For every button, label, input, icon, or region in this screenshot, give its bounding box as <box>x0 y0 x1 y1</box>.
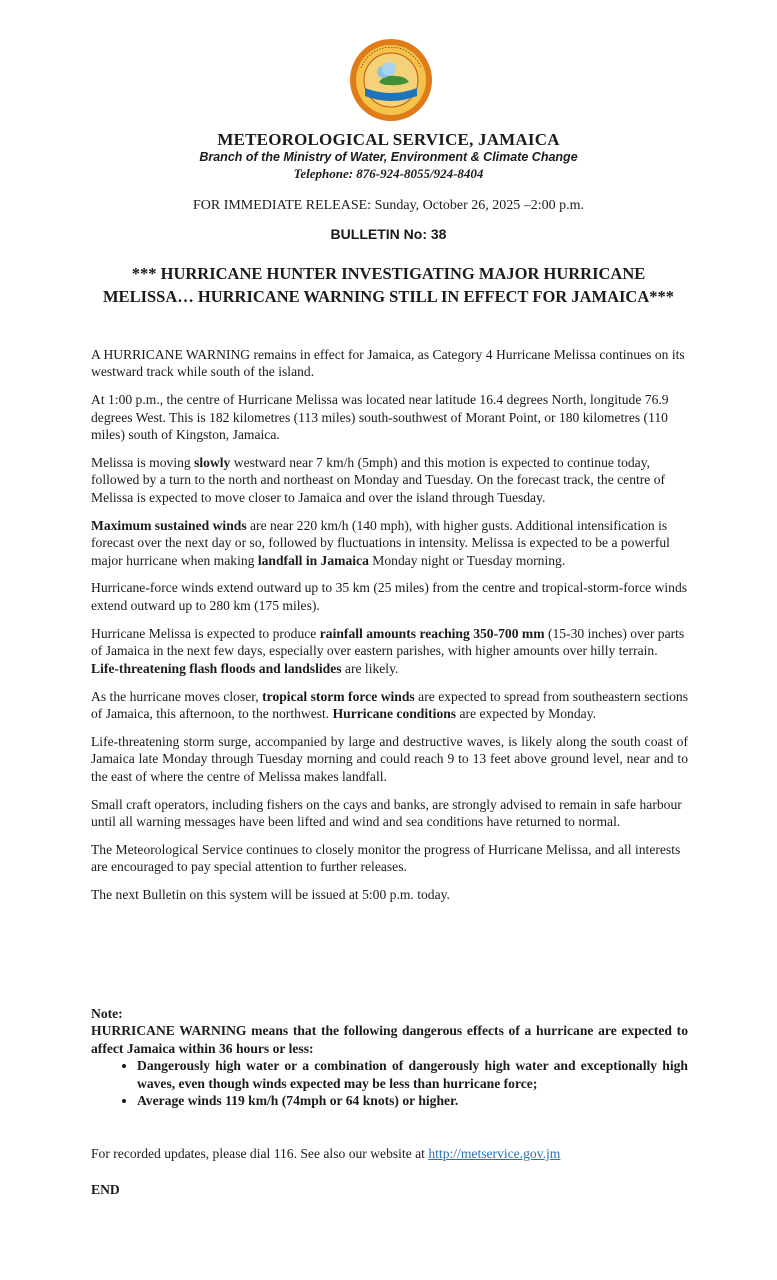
release-datetime: FOR IMMEDIATE RELEASE: Sunday, October 26, 2025 –2:00 p.m. <box>192 198 585 213</box>
paragraph-conditions: As the hurricane moves closer, tropical storm force winds are expected to spread from southeastern sections of Jamaica, this afternoon, to the northwest. Hurricane conditions are expected by Monday. <box>91 688 689 721</box>
note-definition: HURRICANE WARNING means that the following dangerous effects of a hurricane are expected to affect Jamaica within 36 hours or less: <box>91 1023 688 1056</box>
updates-text: For recorded updates, please dial 116. See also our website at <box>91 1146 429 1161</box>
note-bullet-list <box>91 1057 688 1109</box>
paragraph-monitoring: The Meteorological Service continues to closely monitor the progress of Hurricane Melissa, and all interests are encouraged to pay special attention to further releases. <box>91 841 681 875</box>
paragraph-winds: Maximum sustained winds are near 220 km/h (140 mph), with higher gusts. Additional intensification is forecast over the next day or so, followed by fluctuations in intensity. Melissa is expected to be a powerful major hurricane when making landfall in Jamaica Monday night or Tuesday morning. <box>91 517 670 568</box>
paragraph-next-bulletin: The next Bulletin on this system will be issued at 5:00 p.m. today. <box>91 887 450 903</box>
organization-telephone: Telephone: 876-924-8055/924-8404 <box>293 166 484 181</box>
headline: *** HURRICANE HUNTER INVESTIGATING MAJOR HURRICANE MELISSA… HURRICANE WARNING STILL IN EFFECT FOR JAMAICA*** <box>102 264 674 306</box>
updates-line <box>91 1146 688 1162</box>
paragraph-wind-extent: Hurricane-force winds extend outward up to 35 km (25 miles) from the centre and tropical-storm-force winds extend outward up to 280 km (175 miles). <box>91 580 688 613</box>
bulletin-number: BULLETIN No: 38 <box>330 226 447 242</box>
met-service-seal-icon <box>349 38 433 122</box>
note-label: Note: <box>91 1006 123 1021</box>
end-marker: END <box>91 1182 120 1197</box>
bulletin-body <box>91 346 688 914</box>
organization-name: METEOROLOGICAL SERVICE, JAMAICA <box>217 130 560 149</box>
list-item: • Dangerously high water or a combination of dangerously high water and exceptionally high waves, even though winds expected may be less than hurricane force; <box>137 1057 688 1092</box>
paragraph-storm-surge: Life-threatening storm surge, accompanied by large and destructive waves, is likely along the south coast of Jamaica late Monday through Tuesday morning and could reach 9 to 13 feet above ground level, near and to the east of where the centre of Melissa makes landfall. <box>91 733 688 784</box>
website-link[interactable]: http://metservice.gov.jm <box>428 1146 561 1161</box>
paragraph-motion: Melissa is moving slowly westward near 7 km/h (5mph) and this motion is expected to continue today, followed by a turn to the north and northeast on Monday and Tuesday. On the forecast track, the centre of Melissa is expected to move closer to Jamaica and over the island through Tuesday. <box>91 455 666 505</box>
organization-branch: Branch of the Ministry of Water, Environment & Climate Change <box>199 150 578 164</box>
paragraph-position: At 1:00 p.m., the centre of Hurricane Melissa was located near latitude 16.4 degrees North, longitude 76.9 degrees West. This is 182 kilometres (113 miles) south-southwest of Morant Point, or 180 kilometres (110 miles) south of Kingston, Jamaica. <box>91 392 669 443</box>
list-item: • Average winds 119 km/h (74mph or 64 knots) or higher. <box>137 1092 688 1109</box>
paragraph-warning: A HURRICANE WARNING remains in effect for Jamaica, as Category 4 Hurricane Melissa continues on its westward track while south of the island. <box>91 347 685 380</box>
note-section <box>91 1005 688 1109</box>
paragraph-small-craft: Small craft operators, including fishers on the cays and banks, are strongly advised to remain in safe harbour until all warning messages have been lifted and wind and sea conditions have returned to normal. <box>91 796 682 829</box>
paragraph-rainfall: Hurricane Melissa is expected to produce rainfall amounts reaching 350-700 mm (15-30 inches) over parts of Jamaica in the next few days, especially over eastern parishes, with higher amounts over hilly terrain. Life-threatening flash floods and landslides are likely. <box>91 625 685 676</box>
